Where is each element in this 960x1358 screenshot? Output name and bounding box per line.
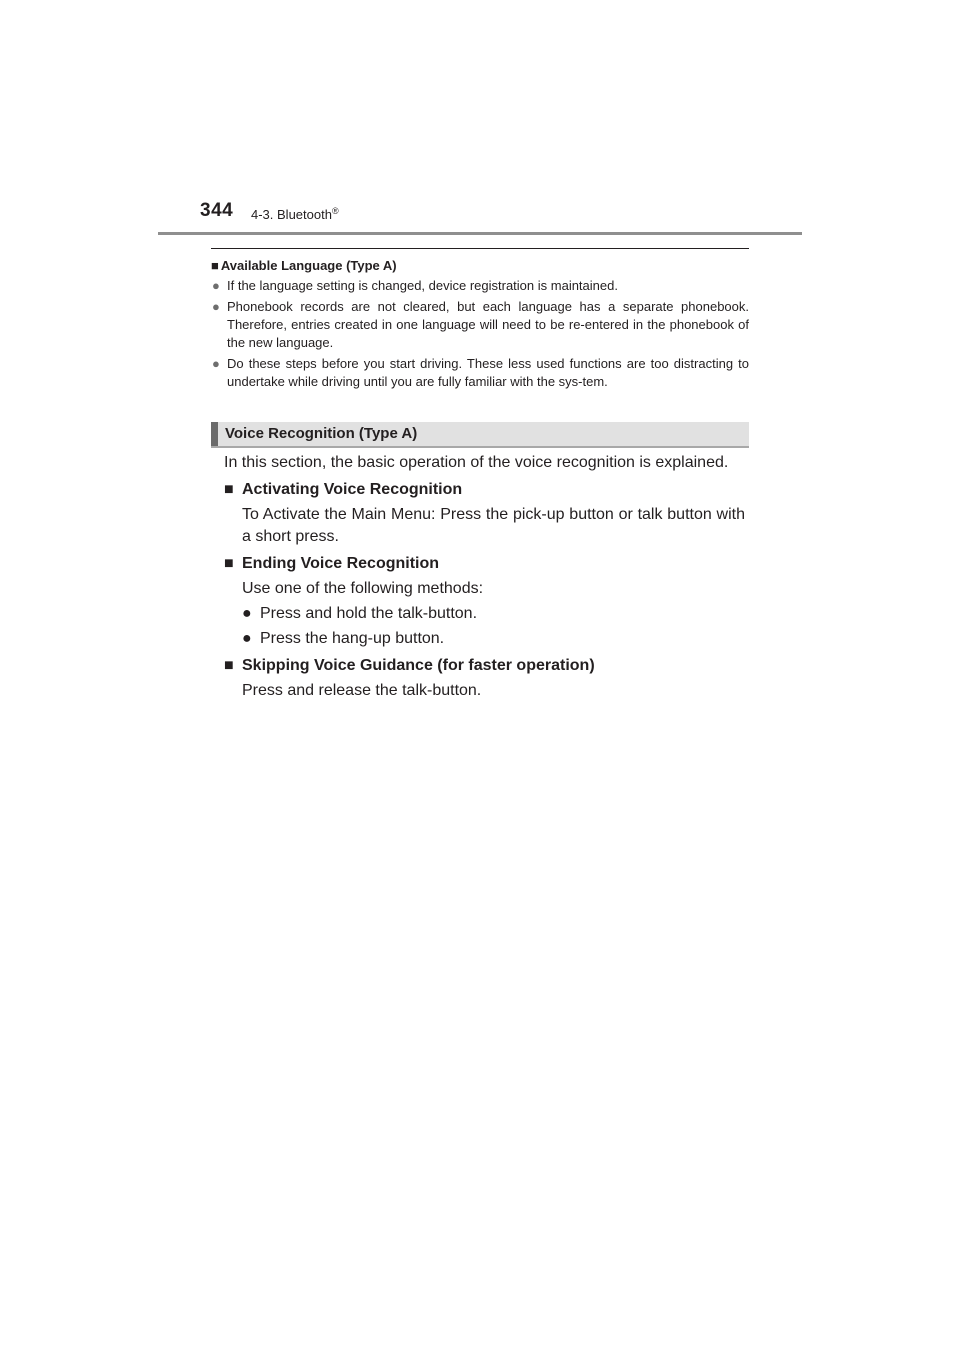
info-heading-text: Available Language (Type A) (220, 257, 397, 273)
section-reference (251, 206, 339, 222)
square-bullet-icon: ■ (224, 657, 234, 674)
subheading-ending (224, 553, 745, 575)
square-bullet-icon: ■ (211, 257, 219, 273)
info-bullet-item (211, 355, 749, 391)
section-reference-text: 4-3. Bluetooth (251, 207, 332, 222)
info-block (211, 256, 749, 394)
info-bullet-list (211, 277, 749, 391)
section-body (224, 452, 745, 702)
ending-text: Use one of the following methods: (242, 580, 484, 597)
subheading-text: Ending Voice Recognition (242, 555, 440, 572)
list-item (242, 628, 745, 650)
circle-bullet-icon: ● (212, 278, 220, 293)
intro-paragraph: In this section, the basic operation of the voice recognition is explained. (224, 454, 729, 471)
subheading-text: Skipping Voice Guidance (for faster operation) (242, 657, 595, 674)
info-bullet-item (211, 277, 749, 295)
section-title: Voice Recognition (Type A) (225, 425, 418, 442)
info-top-rule (211, 248, 749, 249)
circle-bullet-icon: ● (212, 299, 220, 314)
info-bullet-text: If the language setting is changed, device registration is maintained. (227, 278, 618, 293)
subheading-activating (224, 479, 745, 501)
list-item-text: Press and hold the talk-button. (260, 605, 478, 622)
registered-mark: ® (331, 206, 339, 216)
subheading-text: Activating Voice Recognition (242, 481, 463, 498)
page-header (0, 0, 960, 240)
info-heading (211, 256, 749, 274)
list-item (242, 603, 745, 625)
circle-bullet-icon: ● (212, 356, 220, 371)
info-bullet-text: Do these steps before you start driving. These less used functions are too distracting to undertake while driving until you are fully familiar with the sys-tem. (227, 356, 749, 389)
page-number: 344 (200, 200, 234, 221)
header-rule (158, 232, 802, 235)
section-bar-accent (211, 422, 218, 446)
info-bullet-text: Phonebook records are not cleared, but each language has a separate phonebook. Therefore, entries created in one language will need to be re-entered in the phonebook of the new language. (227, 299, 749, 350)
skipping-text: Press and release the talk-button. (242, 682, 482, 699)
subheading-skipping (224, 655, 745, 677)
circle-bullet-icon: ● (242, 605, 252, 622)
circle-bullet-icon: ● (242, 630, 252, 647)
activating-text: To Activate the Main Menu: Press the pick-up button or talk button with a short press. (242, 506, 745, 545)
section-title-bar (211, 422, 749, 448)
list-item-text: Press the hang-up button. (260, 630, 445, 647)
info-bullet-item (211, 298, 749, 352)
square-bullet-icon: ■ (224, 555, 234, 572)
square-bullet-icon: ■ (224, 481, 234, 498)
